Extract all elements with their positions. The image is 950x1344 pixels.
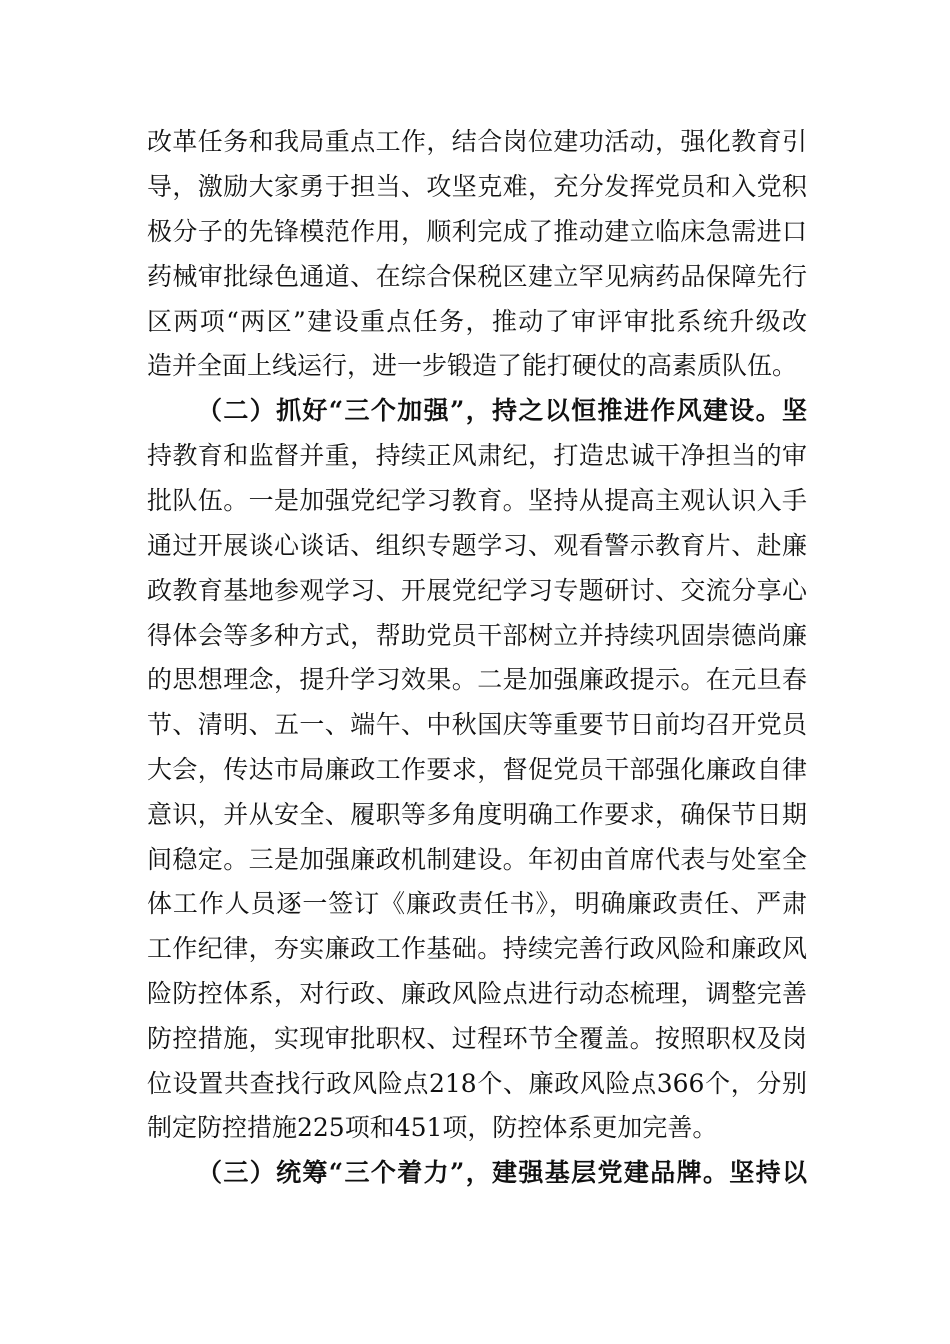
section-heading-2: （二）抓好“三个加强”，持之以恒推进作风建设。坚 [197,396,807,425]
text-line: 药械审批绿色通道、在综合保税区建立罕见病药品保障先行 [147,262,807,291]
text-line: 的思想理念，提升学习效果。二是加强廉政提示。在元旦春 [147,665,807,694]
text-line: 制定防控措施225项和451项，防控体系更加完善。 [147,1113,718,1142]
text-line: 位设置共查找行政风险点218个、廉政风险点366个，分别 [147,1069,807,1098]
text-line: 通过开展谈心谈话、组织专题学习、观看警示教育片、赴廉 [147,531,807,560]
text-line: 改革任务和我局重点工作，结合岗位建功活动，强化教育引 [147,127,807,156]
text-line: 政教育基地参观学习、开展党纪学习专题研讨、交流分享心 [147,576,807,605]
text-line: 体工作人员逐一签订《廉政责任书》，明确廉政责任、严肃 [147,889,807,918]
text-line: 得体会等多种方式，帮助党员干部树立并持续巩固崇德尚廉 [147,621,807,650]
text-line: 工作纪律，夯实廉政工作基础。持续完善行政风险和廉政风 [147,934,807,963]
text-line: 险防控体系，对行政、廉政风险点进行动态梳理，调整完善 [147,979,807,1008]
text-line: 批队伍。一是加强党纪学习教育。坚持从提高主观认识入手 [147,486,807,515]
text-line: 防控措施，实现审批职权、过程环节全覆盖。按照职权及岗 [147,1024,807,1053]
text-line: 极分子的先锋模范作用，顺利完成了推动建立临床急需进口 [147,217,807,246]
text-line: 意识，并从安全、履职等多角度明确工作要求，确保节日期 [147,800,807,829]
text-line: 大会，传达市局廉政工作要求，督促党员干部强化廉政自律 [147,755,807,784]
section-heading-3: （三）统筹“三个着力”，建强基层党建品牌。坚持以 [197,1158,807,1187]
text-line: 间稳定。三是加强廉政机制建设。年初由首席代表与处室全 [147,845,807,874]
text-line: 节、清明、五一、端午、中秋国庆等重要节日前均召开党员 [147,710,807,739]
text-line: 导，激励大家勇于担当、攻坚克难，充分发挥党员和入党积 [147,172,807,201]
text-line: 持教育和监督并重，持续正风肃纪，打造忠诚干净担当的审 [147,441,807,470]
text-line: 造并全面上线运行，进一步锻造了能打硬仗的高素质队伍。 [147,351,798,380]
text-line: 区两项“两区”建设重点任务，推动了审评审批系统升级改 [147,307,807,336]
